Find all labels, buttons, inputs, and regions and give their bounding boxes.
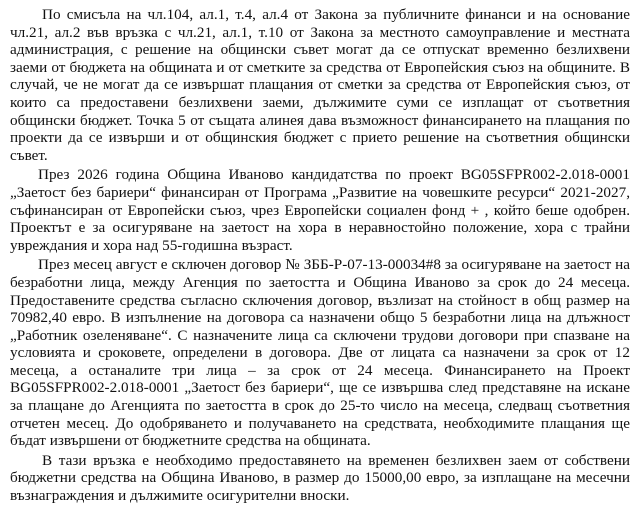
paragraph-loan-request: В тази връзка е необходимо предоставянето на временен безлихвен заем от собствени бюджетни средства на Община Иваново, в размер до 15000,00 евро, за изплащане на месечни възнаграждения и дължимите осигурителни вноски. (10, 451, 630, 505)
paragraph-contract-details: През месец август е сключен договор № ЗББ-Р-07-13-00034#8 за осигуряване на заетост на безработни лица, между Агенция по заетостта и Община Иваново за срок до 24 месеца. Предоставените средства съгласно сключения договор, възлизат на стойност в общ размер на 70982,40 евро. В изпълнение на договора са назначени общо 5 безработни лица на длъжност „Работник озеленяване“. С назначените лица са сключени трудови договори при спазване на условията и сроковете, определени в договора. Две от лицата са назначени за срок от 12 месеца, а останалите три лица – за срок от 24 месеца. Финансирането на Проект BG05SFPR002-2.018-0001 „Заетост без бариери“, ще се извършва след представяне на искане за плащане до Агенцията по заетостта в срок до 25-то число на месеца, следващ съответния отчетен месец. До одобряването и получаването на средствата, необходимите плащания ще бъдат извършени от бюджетните средства на общината. (10, 256, 630, 450)
paragraph-project-application: През 2026 година Община Иваново кандидатства по проект BG05SFPR002-2.018-0001 „Заетост без бариери“ финансиран от Програма „Развитие на човешките ресурси“ 2021-2027, съфинансиран от Европейски съюз, чрез Европейски социален фонд + , който беше одобрен. Проектът е за осигуряване на заетост на хора в неравностойно положение, хора с трайни увреждания и хора над 55-годишна възраст. (10, 166, 630, 254)
paragraph-legal-basis: По смисъла на чл.104, ал.1, т.4, ал.4 от Закона за публичните финанси и на основание чл.21, ал.2 във връзка с чл.21, ал.1, т.10 от Закона за местното самоуправление и местната администрация, с решение на общински съвет могат да се отпускат временно безлихвени заеми от бюджета на общината и от сметките за средства от Европейския съюз на общините. В случай, че не могат да се извършат плащания от сметки за средства от Европейския съюз, от които са предоставени безлихвени заеми, дължимите суми се изплащат от съответния общински бюджет. Точка 5 от същата алинея дава възможност финансирането на плащания по проекти да се извърши и от общинския бюджет с прието решение на съответния общински съвет. (10, 6, 630, 164)
